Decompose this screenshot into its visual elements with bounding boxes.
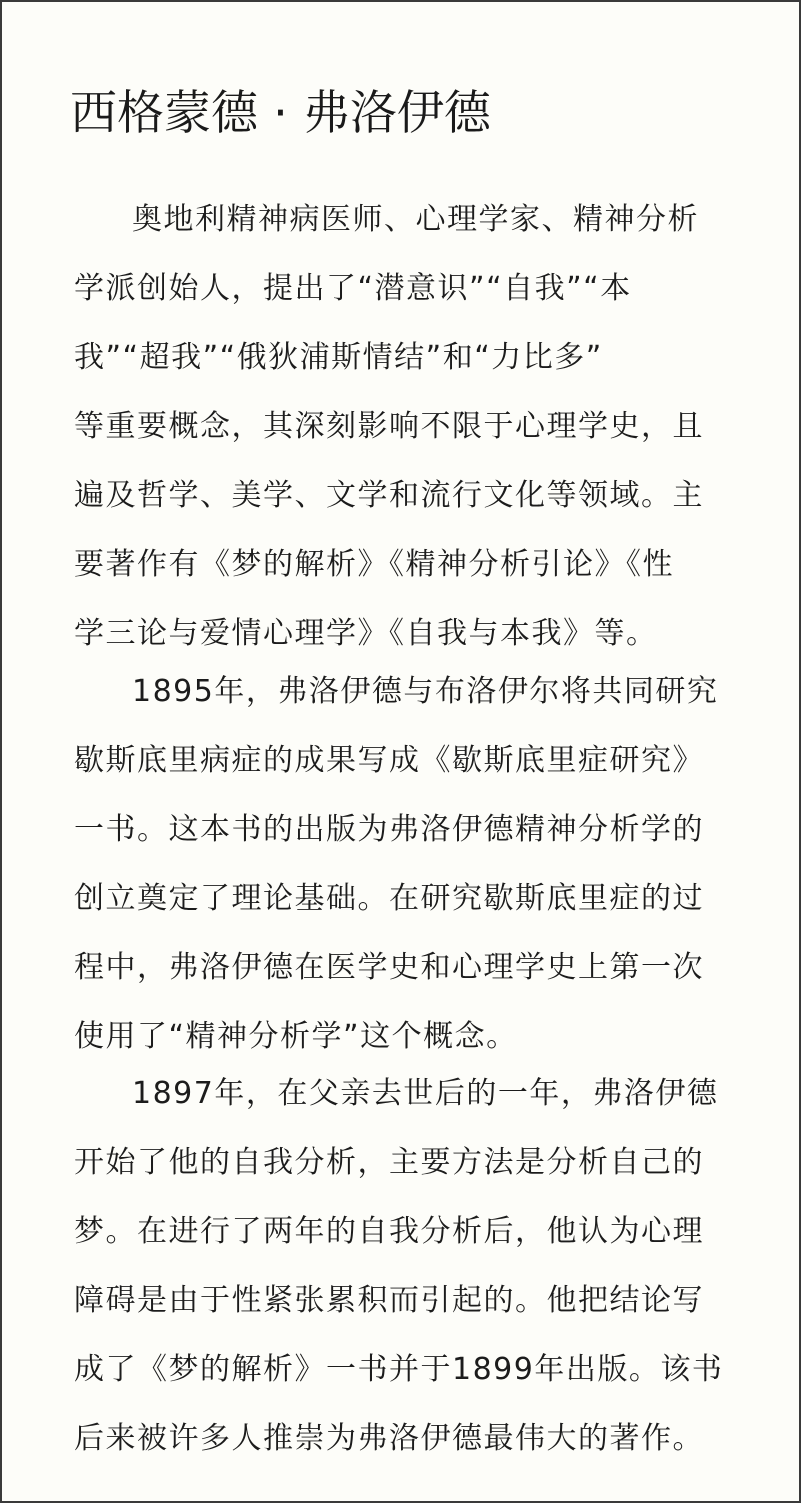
page-title: 西格蒙德 · 弗洛伊德 (70, 86, 491, 141)
text-line: 我”“超我”“俄狄浦斯情结”和“力比多” (74, 340, 603, 375)
text-line: 学三论与爱情心理学》《自我与本我》等。 (74, 616, 658, 651)
text-line: 1895年，弗洛伊德与布洛伊尔将共同研究 (132, 674, 719, 709)
text-line: 创立奠定了理论基础。在研究歇斯底里症的过 (74, 881, 704, 916)
paragraph-1895 (74, 657, 750, 1071)
paragraph-1897 (74, 1059, 750, 1473)
text-line: 遍及哲学、美学、文学和流行文化等领域。主 (74, 478, 704, 513)
text-line: 使用了“精神分析学”这个概念。 (74, 1019, 518, 1054)
text-line: 1897年，在父亲去世后的一年，弗洛伊德 (132, 1076, 719, 1111)
text-line: 歇斯底里病症的成果写成《歇斯底里症研究》 (74, 743, 704, 778)
text-line: 梦。在进行了两年的自我分析后，他认为心理 (74, 1214, 704, 1249)
text-line: 等重要概念，其深刻影响不限于心理学史，且 (74, 409, 704, 444)
paragraph-intro (74, 185, 750, 668)
text-line: 奥地利精神病医师、心理学家、精神分析 (132, 202, 699, 237)
text-line: 障碍是由于性紧张累积而引起的。他把结论写 (74, 1283, 704, 1318)
text-line: 学派创始人，提出了“潜意识”“自我”“本 (74, 271, 632, 306)
text-line: 开始了他的自我分析，主要方法是分析自己的 (74, 1145, 704, 1180)
text-line: 要著作有《梦的解析》《精神分析引论》《性 (74, 547, 674, 582)
text-line: 成了《梦的解析》一书并于1899年出版。该书 (74, 1352, 724, 1387)
text-line: 一书。这本书的出版为弗洛伊德精神分析学的 (74, 812, 704, 847)
text-line: 后来被许多人推崇为弗洛伊德最伟大的著作。 (74, 1421, 704, 1456)
text-line: 程中，弗洛伊德在医学史和心理学史上第一次 (74, 950, 704, 985)
